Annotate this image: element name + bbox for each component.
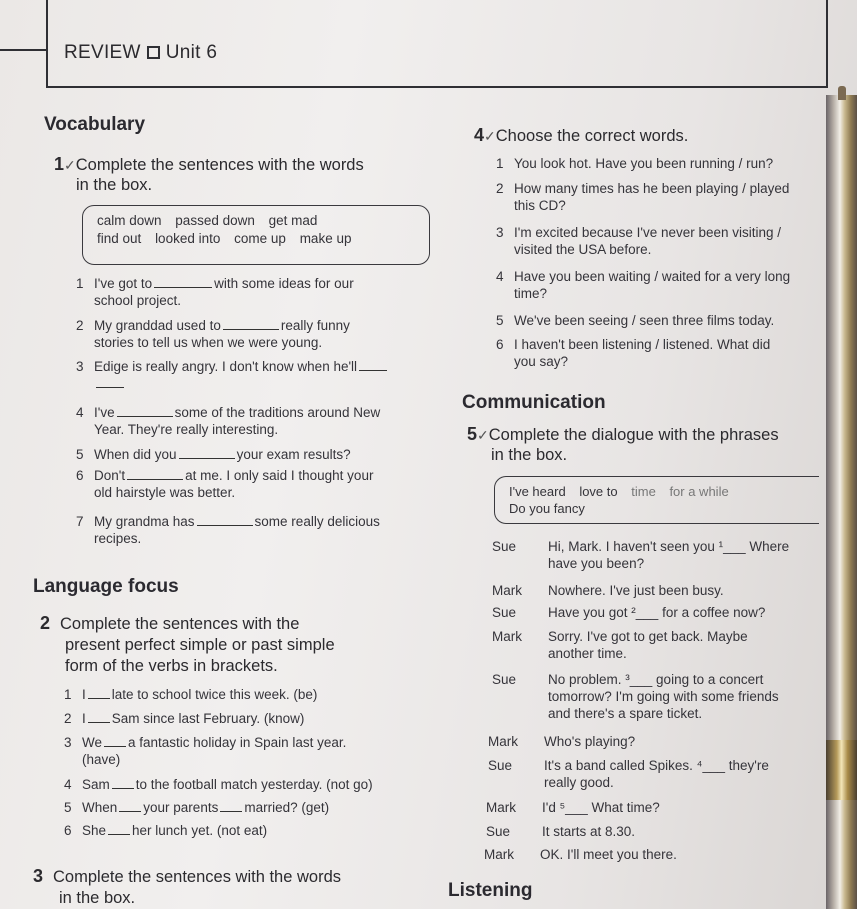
ex5-instruction: 5✓Complete the dialogue with the phrases in the box.	[467, 424, 779, 464]
ex1-item-2: 2 My granddad used to really funny stories to tell us when we were young.	[76, 318, 350, 350]
answer-blank[interactable]	[223, 320, 279, 330]
header-rule-right	[826, 0, 828, 88]
communication-title: Communication	[462, 392, 606, 413]
ex1-box-row1: calm down passed down get mad	[97, 213, 318, 228]
dialogue-line-1: Sue Hi, Mark. I haven't seen you ¹___ Where have you been?	[492, 539, 790, 571]
ex1-item-1: 1 I've got to with some ideas for our school project.	[76, 276, 354, 308]
dialogue-line-7: Sue It's a band called Spikes. ⁴___ they're really good.	[488, 758, 769, 790]
ex4-instruction: 4✓Choose the correct words.	[474, 125, 689, 145]
ex1-item-4: 4 I've some of the traditions around New Year. They're really interesting.	[76, 405, 381, 437]
answer-blank[interactable]	[104, 737, 126, 747]
pen-ring-image	[826, 740, 857, 800]
ex2-item-5: 5 When your parents married? (get)	[64, 800, 330, 815]
check-icon: ✓	[484, 128, 496, 144]
answer-blank[interactable]	[359, 361, 387, 371]
ex5-box-row1: I've heard love to time for a while	[509, 484, 729, 499]
dialogue-line-10: Mark OK. I'll meet you there.	[484, 847, 677, 862]
ex4-item-4: 4 Have you been waiting / waited for a very long time?	[496, 269, 791, 301]
ex3-instruction: 3 Complete the sentences with the words in the box.	[33, 866, 342, 907]
vocabulary-title: Vocabulary	[44, 114, 146, 135]
ex2-item-1: 1 I late to school twice this week. (be)	[64, 687, 318, 702]
review-label: REVIEW	[64, 42, 141, 63]
ex2-item-6: 6 She her lunch yet. (not eat)	[64, 823, 268, 838]
header-rule-vertical	[46, 0, 48, 86]
dialogue-line-5: Sue No problem. ³___ going to a concert tomorrow? I'm going with some friends and there's a spare ticket.	[492, 672, 779, 721]
pen-tip-image	[838, 86, 846, 100]
ex1-item-5: 5 When did you your exam results?	[76, 447, 351, 462]
dialogue-line-3: Sue Have you got ²___ for a coffee now?	[492, 605, 766, 620]
dialogue-line-8: Mark I'd ⁵___ What time?	[486, 800, 660, 815]
answer-blank[interactable]	[108, 825, 130, 835]
ex2-item-3: 3 We a fantastic holiday in Spain last year. (have)	[64, 735, 347, 767]
answer-blank[interactable]	[96, 378, 124, 388]
ex4-item-5: 5 We've been seeing / seen three films today.	[496, 313, 775, 328]
answer-blank[interactable]	[154, 278, 212, 288]
ex1-word-box	[82, 205, 430, 265]
page-header	[64, 42, 217, 64]
unit-label: Unit 6	[165, 42, 218, 63]
answer-blank[interactable]	[88, 713, 110, 723]
header-rule-left	[0, 49, 46, 51]
ex4-item-1: 1 You look hot. Have you been running / run?	[496, 156, 774, 171]
dialogue-line-9: Sue It starts at 8.30.	[486, 824, 636, 839]
ex4-item-2: 2 How many times has he been playing / played this CD?	[496, 181, 790, 213]
ex1-item-7: 7 My grandma has some really delicious recipes.	[76, 514, 380, 546]
answer-blank[interactable]	[220, 802, 242, 812]
answer-blank[interactable]	[179, 449, 235, 459]
ex5-box-row2: Do you fancy	[509, 501, 585, 516]
answer-blank[interactable]	[112, 779, 134, 789]
check-icon: ✓	[64, 157, 76, 173]
ex2-item-2: 2 I Sam since last February. (know)	[64, 711, 305, 726]
listening-title: Listening	[448, 880, 533, 901]
ex2-instruction: 2 Complete the sentences with the present perfect simple or past simple form of the verbs in brackets.	[40, 613, 335, 675]
answer-blank[interactable]	[117, 407, 173, 417]
check-icon: ✓	[477, 427, 489, 443]
dialogue-line-2: Mark Nowhere. I've just been busy.	[492, 583, 724, 598]
answer-blank[interactable]	[127, 470, 183, 480]
answer-blank[interactable]	[197, 516, 253, 526]
header-rule-bottom	[46, 86, 826, 88]
ex1-instruction: 1✓Complete the sentences with the words in the box.	[54, 154, 364, 194]
ex5-phrase-box	[494, 476, 819, 524]
ex1-box-row2: find out looked into come up make up	[97, 231, 352, 246]
ex4-item-6: 6 I haven't been listening / listened. What did you say?	[496, 337, 771, 369]
ex2-item-4: 4 Sam to the football match yesterday. (not go)	[64, 777, 373, 792]
square-icon	[147, 46, 160, 59]
language-focus-title: Language focus	[33, 576, 179, 597]
ex1-item-6: 6 Don't at me. I only said I thought your old hairstyle was better.	[76, 468, 374, 500]
ex4-item-3: 3 I'm excited because I've never been visiting / visited the USA before.	[496, 225, 782, 257]
ex1-item-3: 3 Edige is really angry. I don't know when he'll	[76, 358, 389, 392]
dialogue-line-4: Mark Sorry. I've got to get back. Maybe another time.	[492, 629, 748, 661]
answer-blank[interactable]	[88, 689, 110, 699]
dialogue-line-6: Mark Who's playing?	[488, 734, 636, 749]
answer-blank[interactable]	[119, 802, 141, 812]
